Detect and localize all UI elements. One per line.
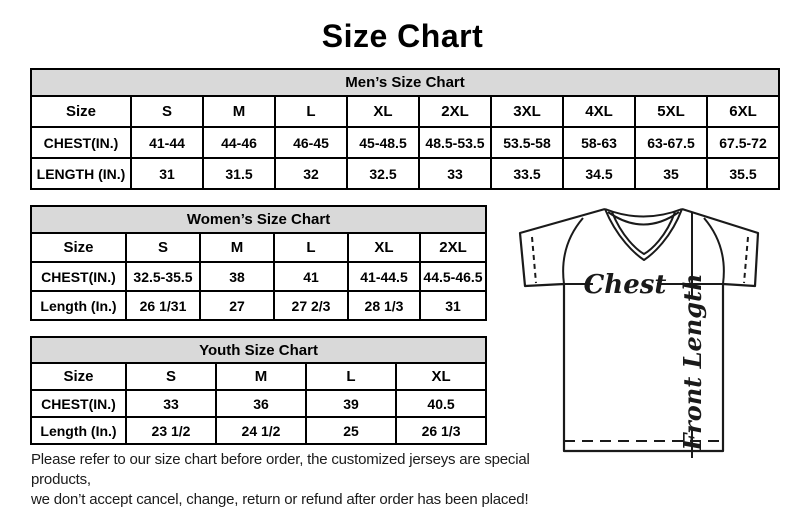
chest-label: Chest xyxy=(583,270,667,300)
table-row xyxy=(31,262,486,291)
value-cell: 45-48.5 xyxy=(347,127,419,158)
value-cell: 31 xyxy=(420,291,486,320)
row-label-cell: Length (In.) xyxy=(31,417,126,444)
value-cell: 63-67.5 xyxy=(635,127,707,158)
table-title: Men’s Size Chart xyxy=(31,69,779,96)
table-row xyxy=(31,127,779,158)
mens-size-table xyxy=(30,68,780,190)
size-header-cell: 2XL xyxy=(419,96,491,127)
table-row xyxy=(31,291,486,320)
row-label-cell: Size xyxy=(31,96,131,127)
size-header-cell: M xyxy=(200,233,274,262)
table-row xyxy=(31,363,486,390)
value-cell: 31.5 xyxy=(203,158,275,189)
value-cell: 41-44 xyxy=(131,127,203,158)
table-row xyxy=(31,233,486,262)
tshirt-outline xyxy=(520,209,758,451)
youth-size-table xyxy=(30,336,487,445)
size-header-cell: M xyxy=(203,96,275,127)
value-cell: 39 xyxy=(306,390,396,417)
value-cell: 44-46 xyxy=(203,127,275,158)
size-header-cell: 2XL xyxy=(420,233,486,262)
value-cell: 32.5-35.5 xyxy=(126,262,200,291)
size-header-cell: L xyxy=(275,96,347,127)
row-label-cell: Length (In.) xyxy=(31,291,126,320)
row-label-cell: LENGTH (IN.) xyxy=(31,158,131,189)
size-header-cell: S xyxy=(126,233,200,262)
value-cell: 32.5 xyxy=(347,158,419,189)
size-header-cell: S xyxy=(126,363,216,390)
value-cell: 27 2/3 xyxy=(274,291,348,320)
row-label-cell: CHEST(IN.) xyxy=(31,262,126,291)
value-cell: 35.5 xyxy=(707,158,779,189)
value-cell: 24 1/2 xyxy=(216,417,306,444)
value-cell: 28 1/3 xyxy=(348,291,420,320)
table-title: Youth Size Chart xyxy=(31,337,486,363)
value-cell: 36 xyxy=(216,390,306,417)
size-header-cell: S xyxy=(131,96,203,127)
size-header-cell: 6XL xyxy=(707,96,779,127)
size-header-cell: L xyxy=(274,233,348,262)
value-cell: 27 xyxy=(200,291,274,320)
value-cell: 40.5 xyxy=(396,390,486,417)
size-header-cell: 3XL xyxy=(491,96,563,127)
size-header-cell: 4XL xyxy=(563,96,635,127)
cuff-dash-left xyxy=(532,237,536,283)
front-length-label: Front Length xyxy=(678,273,707,451)
size-header-cell: XL xyxy=(348,233,420,262)
size-header-cell: XL xyxy=(347,96,419,127)
value-cell: 46-45 xyxy=(275,127,347,158)
vneck-inner xyxy=(612,212,675,254)
value-cell: 35 xyxy=(635,158,707,189)
disclaimer-line-2: we don’t accept cancel, change, return or refund after order has been placed! xyxy=(31,491,529,508)
collar-arc-outer xyxy=(605,209,682,217)
disclaimer-text xyxy=(31,450,561,510)
value-cell: 41-44.5 xyxy=(348,262,420,291)
womens-size-table xyxy=(30,205,487,321)
value-cell: 32 xyxy=(275,158,347,189)
value-cell: 33.5 xyxy=(491,158,563,189)
cuff-dash-right xyxy=(744,237,748,283)
disclaimer-line-1: Please refer to our size chart before order, the customized jerseys are special products, xyxy=(31,451,530,488)
size-header-cell: 5XL xyxy=(635,96,707,127)
value-cell: 58-63 xyxy=(563,127,635,158)
value-cell: 33 xyxy=(126,390,216,417)
size-header-cell: L xyxy=(306,363,396,390)
table-row xyxy=(31,96,779,127)
value-cell: 23 1/2 xyxy=(126,417,216,444)
value-cell: 31 xyxy=(131,158,203,189)
table-row xyxy=(31,417,486,444)
table-row xyxy=(31,158,779,189)
row-label-cell: Size xyxy=(31,233,126,262)
size-header-cell: M xyxy=(216,363,306,390)
value-cell: 34.5 xyxy=(563,158,635,189)
value-cell: 38 xyxy=(200,262,274,291)
page-title: Size Chart xyxy=(321,18,484,54)
value-cell: 25 xyxy=(306,417,396,444)
value-cell: 53.5-58 xyxy=(491,127,563,158)
armhole-seam-left xyxy=(563,218,583,284)
value-cell: 67.5-72 xyxy=(707,127,779,158)
value-cell: 41 xyxy=(274,262,348,291)
value-cell: 26 1/31 xyxy=(126,291,200,320)
value-cell: 44.5-46.5 xyxy=(420,262,486,291)
value-cell: 26 1/3 xyxy=(396,417,486,444)
row-label-cell: CHEST(IN.) xyxy=(31,127,131,158)
row-label-cell: CHEST(IN.) xyxy=(31,390,126,417)
tshirt-measurement-diagram xyxy=(505,196,805,486)
value-cell: 48.5-53.5 xyxy=(419,127,491,158)
size-header-cell: XL xyxy=(396,363,486,390)
table-row xyxy=(31,390,486,417)
row-label-cell: Size xyxy=(31,363,126,390)
value-cell: 33 xyxy=(419,158,491,189)
table-title: Women’s Size Chart xyxy=(31,206,486,233)
